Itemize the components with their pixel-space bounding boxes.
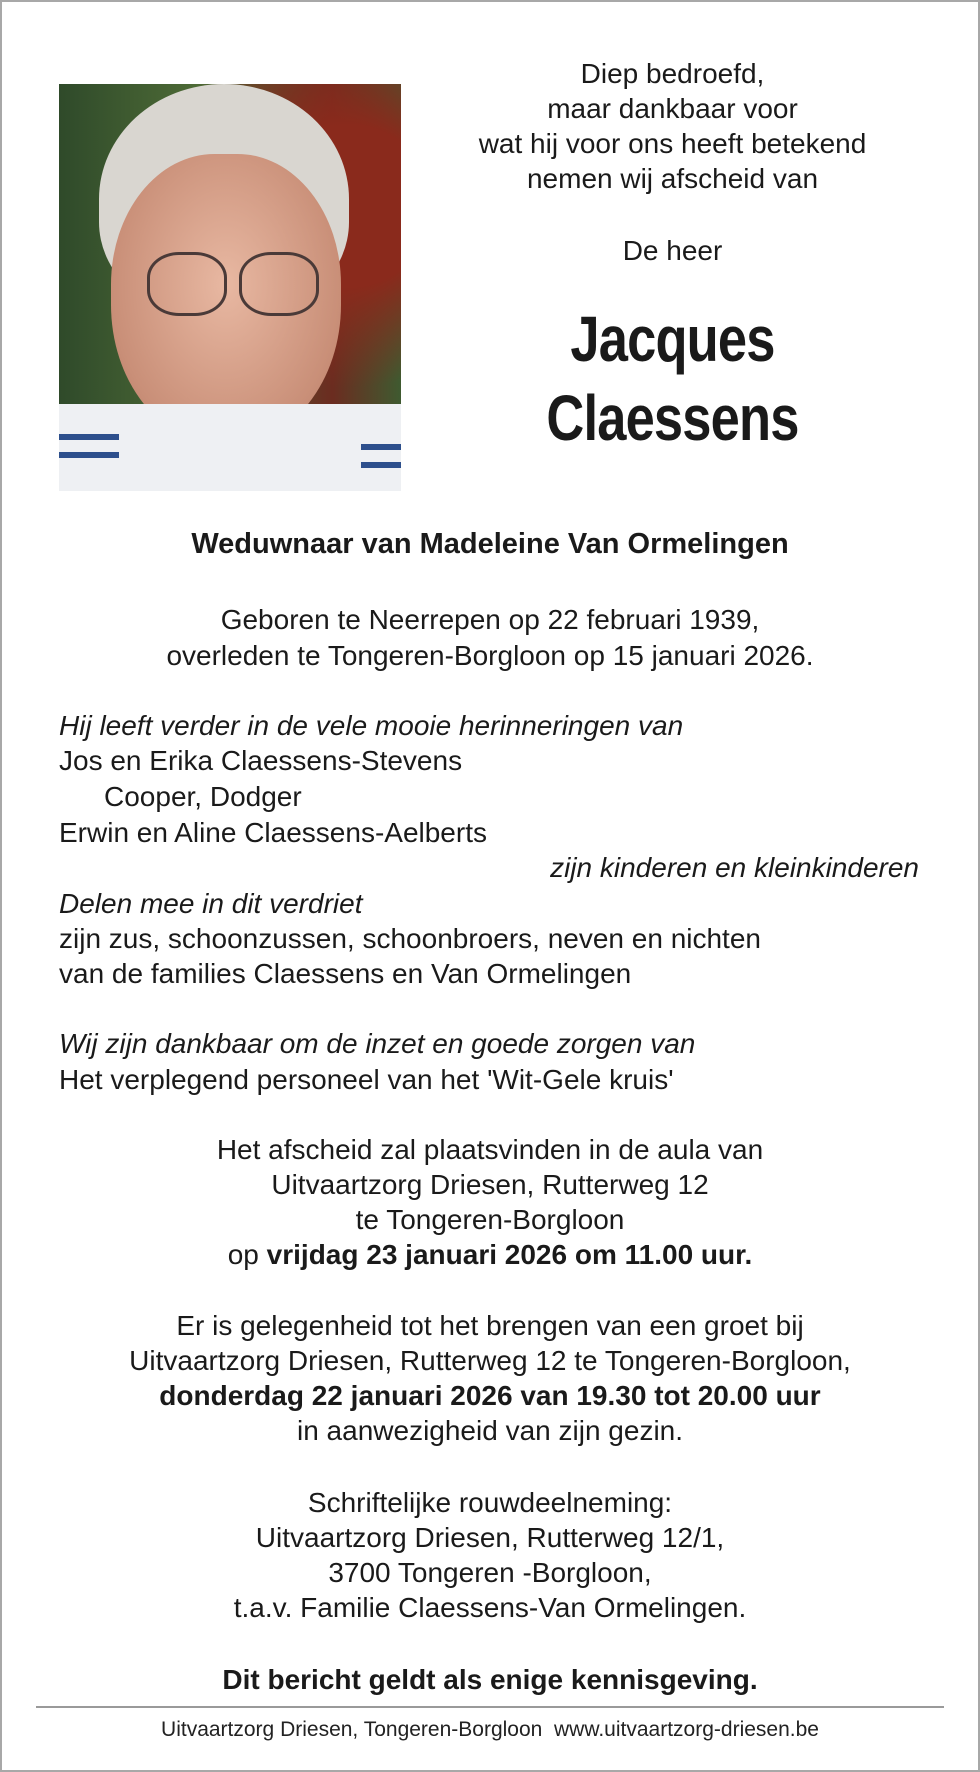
visit-datetime: donderdag 22 januari 2026 van 19.30 tot 20.00 uur bbox=[159, 1380, 821, 1411]
condolence-line: Uitvaartzorg Driesen, Rutterweg 12/1, bbox=[255, 1522, 725, 1553]
condolence-line: t.a.v. Familie Claessens-Van Ormelingen. bbox=[233, 1592, 747, 1623]
ceremony-info bbox=[0, 1132, 980, 1272]
share-heading: Delen mee in dit verdriet bbox=[59, 888, 363, 919]
born-line: Geboren te Neerrepen op 22 februari 1939, bbox=[220, 604, 760, 635]
intro-text bbox=[450, 56, 895, 196]
condolence-info bbox=[0, 1485, 980, 1625]
visit-line: in aanwezigheid van zijn gezin. bbox=[296, 1415, 684, 1446]
ceremony-date bbox=[0, 1237, 980, 1272]
condolence-line: Schriftelijke rouwdeelneming: bbox=[307, 1487, 673, 1518]
thanks-heading: Wij zijn dankbaar om de inzet en goede zorgen van bbox=[59, 1028, 696, 1059]
thanks-line: Het verplegend personeel van het 'Wit-Gele kruis' bbox=[59, 1064, 674, 1095]
deceased-name bbox=[490, 300, 855, 458]
visit-line: Uitvaartzorg Driesen, Rutterweg 12 te Tongeren-Borgloon, bbox=[129, 1345, 851, 1376]
condolence-line: 3700 Tongeren -Borgloon, bbox=[328, 1557, 652, 1588]
notice: Dit bericht geldt als enige kennisgeving. bbox=[222, 1664, 758, 1695]
widower-line: Weduwnaar van Madeleine Van Ormelingen bbox=[191, 528, 789, 560]
ceremony-prefix: op bbox=[227, 1239, 267, 1270]
salutation: De heer bbox=[622, 235, 723, 266]
ceremony-line: Uitvaartzorg Driesen, Rutterweg 12 bbox=[271, 1169, 709, 1200]
ceremony-line: te Tongeren-Borgloon bbox=[355, 1204, 625, 1235]
share-line: zijn zus, schoonzussen, schoonbroers, neven en nichten bbox=[59, 923, 761, 954]
last-name: Claessens bbox=[546, 382, 799, 454]
footer: Uitvaartzorg Driesen, Tongeren-Borgloon www.uitvaartzorg-driesen.be bbox=[161, 1718, 819, 1741]
intro-line: wat hij voor ons heeft betekend bbox=[478, 128, 867, 159]
portrait-photo bbox=[59, 84, 401, 491]
intro-line: Diep bedroefd, bbox=[580, 58, 765, 89]
died-line: overleden te Tongeren-Borgloon op 15 januari 2026. bbox=[166, 640, 814, 671]
first-name: Jacques bbox=[570, 303, 775, 375]
ceremony-datetime: vrijdag 23 januari 2026 om 11.00 uur. bbox=[266, 1239, 753, 1270]
family-heading: Hij leeft verder in de vele mooie herinneringen van bbox=[59, 710, 684, 741]
intro-line: nemen wij afscheid van bbox=[526, 163, 819, 194]
family-caption: zijn kinderen en kleinkinderen bbox=[550, 852, 919, 883]
family-line: Erwin en Aline Claessens-Aelberts bbox=[59, 817, 487, 848]
family-line: Jos en Erika Claessens-Stevens bbox=[59, 745, 463, 776]
divider bbox=[36, 1706, 944, 1708]
visit-info bbox=[0, 1308, 980, 1448]
intro-line: maar dankbaar voor bbox=[547, 93, 798, 124]
grandchildren-line: Cooper, Dodger bbox=[104, 781, 302, 812]
share-line: van de families Claessens en Van Ormelingen bbox=[59, 958, 632, 989]
visit-line: Er is gelegenheid tot het brengen van een groet bij bbox=[176, 1310, 804, 1341]
ceremony-line: Het afscheid zal plaatsvinden in de aula van bbox=[216, 1134, 764, 1165]
